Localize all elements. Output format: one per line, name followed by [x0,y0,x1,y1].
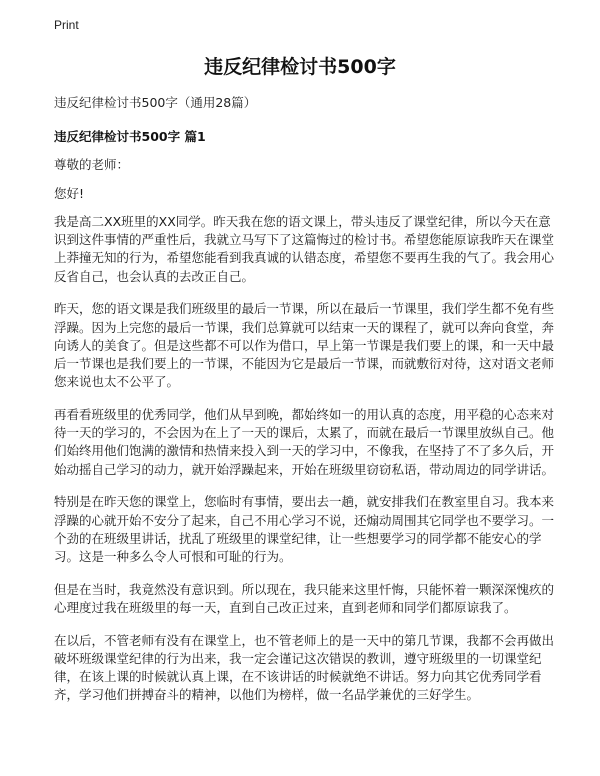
greeting: 您好! [54,186,85,201]
paragraph: 但是在当时，我竟然没有意识到。所以现在，我只能来这里忏悔，只能怀着一颗深深愧疚的心理度过我在班级里的每一天，直到自己改正过来，直到老师和同学们都原谅我了。 [54,581,555,616]
paragraph: 再看看班级里的优秀同学，他们从早到晚，都始终如一的用认真的态度，用平稳的心态来对待一天的学习的，不会因为在上了一天的课后，太累了，而就在最后一节课里放纵自己。他们始终用他们饱满的激情和热情来投入到一天的学习中，不像我，在坚持了不了多久后，开始动摇自己学习的动力，就开始浮躁起来，开始在班级里窃窃私语，带动周边的同学讲话。 [54,407,555,477]
paragraph: 在以后，不管老师有没有在课堂上，也不管老师上的是一天中的第几节课，我都不会再做出破坏班级课堂纪律的行为出来，我一定会谨记这次错误的教训，遵守班级里的一切课堂纪律，在该上课的时候就认真上课，在不该讲话的时候就绝不讲话。努力向其它优秀同学看齐，学习他们拼搏奋斗的精神，以他们为榜样，做一名品学兼优的三好学生。 [54,632,555,703]
document-title: 违反纪律检讨书500字 [204,56,396,78]
letter-body [54,213,554,719]
paragraph: 昨天，您的语文课是我们班级里的最后一节课，所以在最后一节课里，我们学生都不免有些浮躁。因为上完您的最后一节课，我们总算就可以结束一天的课程了，就可以奔向食堂，奔向诱人的美食了。但是这些都不可以作为借口，早上第一节课是我们要上的课，和一天中最后一节课也是我们要上的一节课，不能因为它是最后一节课，而就敷衍对待，这对语文老师您来说也太不公平了。 [54,301,555,390]
document-subtitle: 违反纪律检讨书500字（通用28篇） [54,95,257,110]
print-link[interactable]: Print [54,18,79,32]
paragraph: 我是高二XX班里的XX同学。昨天我在您的语文课上，带头违反了课堂纪律，所以今天在意识到这件事情的严重性后，我就立马写下了这篇悔过的检讨书。希望您能原谅我昨天在课堂上莽撞无知的行为，希望您能看到我真诚的认错态度，希望您不要再生我的气了。我会用心反省自己，也会认真的去改正自己。 [54,214,555,284]
section-heading: 违反纪律检讨书500字 篇1 [54,129,206,144]
salutation: 尊敬的老师： [54,157,130,172]
paragraph: 特别是在昨天您的课堂上，您临时有事情，要出去一趟，就安排我们在教室里自习。我本来浮躁的心就开始不安分了起来，自己不用心学习不说，还煽动周围其它同学也不要学习。一个劲的在班级里讲话，扰乱了班级里的课堂纪律，让一些想要学习的同学都不能安心的学习。这是一种多么令人可恨和可耻的行为。 [54,494,555,565]
